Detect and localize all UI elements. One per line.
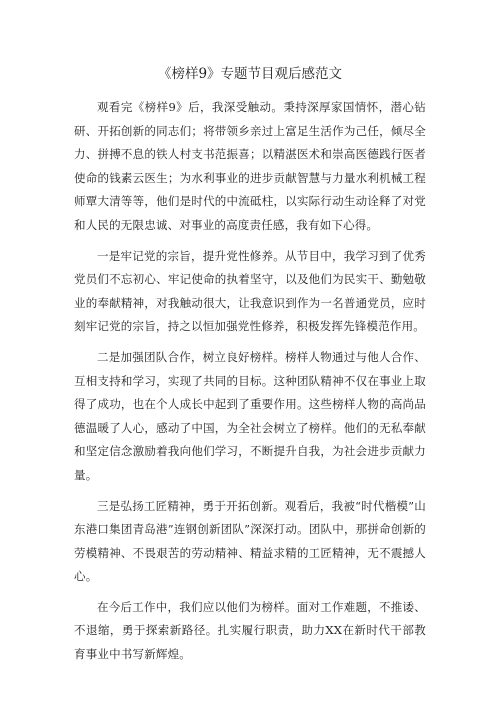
paragraph-conclusion: 在今后工作中，我们应以他们为榜样。面对工作难题，不推诿、不退缩，勇于探索新路径。扎实履行职责，助力XX在新时代干部教育事业中书写新辉煌。: [74, 599, 426, 662]
document-title: 《榜样9》专题节目观后感范文: [157, 66, 343, 82]
paragraph-intro: 观看完《榜样9》后，我深受触动。秉持深厚家国情怀，潜心钻研、开拓创新的同志们；将带领乡亲过上富足生活作为己任，倾尽全力、拼搏不息的铁人村支书范振喜；以精湛医术和崇高医德践行医者使命的钱素云医生；为水利事业的进步贡献智慧与力量水利机械工程师覃大清等等，他们是时代的中流砥柱，以实际行动生动诠释了对党和人民的无限忠诚、对事业的高度责任感，我有如下心得。: [74, 100, 426, 232]
paragraph-point-one: 一是牢记党的宗旨，提升党性修养。从节目中，我学习到了优秀党员们不忘初心、牢记使命的执着坚守，以及他们为民实干、勤勉敬业的奉献精神，对我触动很大，让我意识到作为一名普通党员，应时刻牢记党的宗旨，持之以恒加强党性修养，积极发挥先锋模范作用。: [74, 248, 426, 334]
paragraph-point-two: 二是加强团队合作，树立良好榜样。榜样人物通过与他人合作、互相支持和学习，实现了共同的目标。这种团队精神不仅在事业上取得了成功，也在个人成长中起到了重要作用。这些榜样人物的高尚品德温暖了人心，感动了中国，为全社会树立了榜样。他们的无私奉献和坚定信念激励着我向他们学习，不断提升自我，为社会进步贡献力量。: [74, 349, 426, 482]
paragraph-point-three: 三是弘扬工匠精神，勇于开拓创新。观看后，我被“时代楷模”山东港口集团青岛港”连钢创新团队”深深打动。团队中，那拼命创新的劳模精神、不畏艰苦的劳动精神、精益求精的工匠精神，无不震撼人心。: [74, 498, 426, 584]
